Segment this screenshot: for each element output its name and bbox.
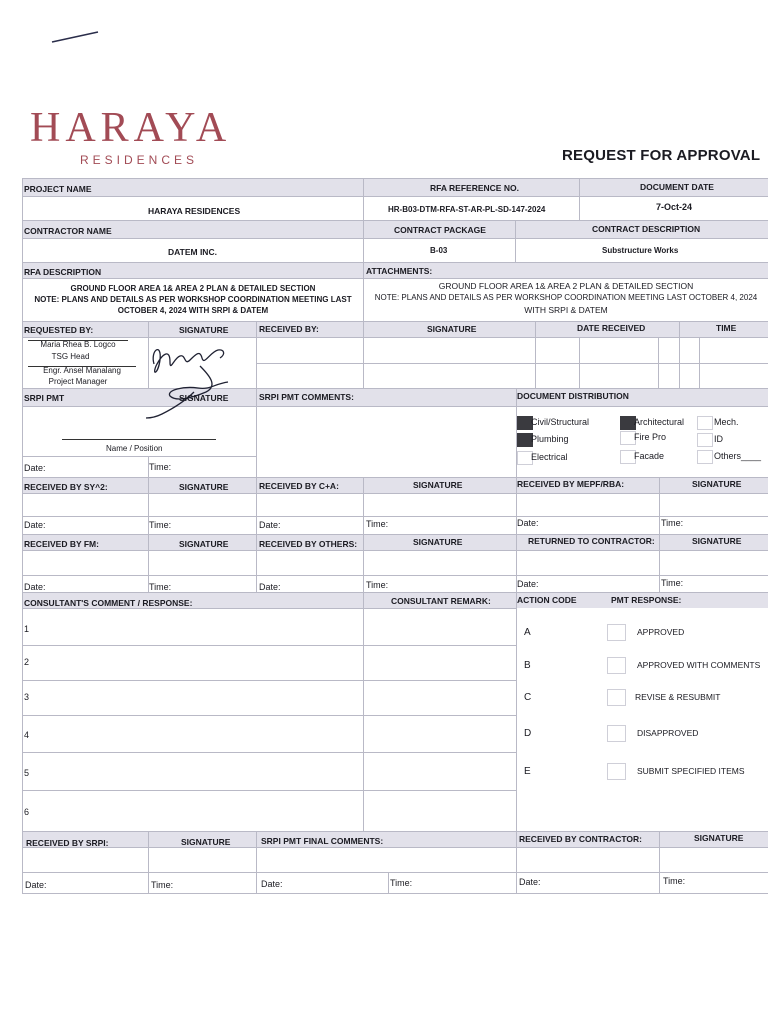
footer-contractor-signature-label: SIGNATURE [694, 833, 744, 843]
contract-package-label: CONTRACT PACKAGE [394, 225, 486, 235]
document-date-value: 7-Oct-24 [656, 202, 693, 212]
pmt-response-label: APPROVED WITH COMMENTS [637, 660, 761, 670]
distribution-label: Facade [634, 451, 665, 461]
comment-row-number: 5 [24, 768, 30, 778]
received-by-srpi-label: RECEIVED BY SRPI: [26, 838, 109, 848]
attachments-line2: NOTE: PLANS AND DETAILS AS PER WORKSHOP COORDINATION MEETING LAST OCTOBER 4, 2024 [374, 293, 758, 302]
attachments-line1: GROUND FLOOR AREA 1& AREA 2 PLAN & DETAILED SECTION [438, 281, 694, 291]
distribution-checkbox[interactable] [697, 450, 713, 464]
requester2-name: Engr. Ansel Manalang [43, 366, 121, 375]
action-code-letter: E [524, 766, 531, 777]
received-by-label: RECEIVED BY: [259, 324, 319, 334]
received-by-others-label: RECEIVED BY OTHERS: [259, 539, 358, 549]
distribution-checkbox[interactable] [697, 416, 713, 430]
footer-contractor-time: Time: [663, 876, 686, 886]
requester1-name: Maria Rhea B. Logco [40, 340, 116, 349]
srpi-date: Date: [24, 463, 46, 473]
rfa-description-line2: NOTE: PLANS AND DETAILS AS PER WORKSHOP COORDINATION MEETING LAST [34, 295, 352, 304]
rfa-description-line3: OCTOBER 4, 2024 WITH SRPI & DATEM [117, 306, 269, 315]
footer-contractor-date: Date: [519, 877, 541, 887]
distribution-label: Architectural [634, 417, 685, 427]
document-date-label: DOCUMENT DATE [640, 182, 714, 192]
rfa-description-label: RFA DESCRIPTION [24, 267, 102, 277]
pmt-response-label: DISAPPROVED [637, 728, 699, 738]
footer-srpi-date: Date: [25, 880, 47, 890]
srpi-time: Time: [149, 462, 172, 472]
received-signature-label: SIGNATURE [427, 324, 477, 334]
received-by-contractor-label: RECEIVED BY CONTRACTOR: [519, 834, 642, 844]
received-by-mepf-label: RECEIVED BY MEPF/RBA: [517, 479, 625, 489]
rfa-reference-value: HR-B03-DTM-RFA-ST-AR-PL-SD-147-2024 [388, 205, 546, 214]
pmt-response-checkbox[interactable] [607, 624, 626, 641]
distribution-label: ID [714, 434, 723, 444]
action-code-label: ACTION CODE [517, 595, 577, 605]
fm-signature-label: SIGNATURE [179, 539, 229, 549]
fm-time: Time: [149, 582, 172, 592]
pmt-response-label: PMT RESPONSE: [611, 595, 682, 605]
pmt-response-checkbox[interactable] [607, 689, 626, 706]
distribution-label: Plumbing [531, 434, 569, 444]
document-distribution-label: DOCUMENT DISTRIBUTION [517, 391, 629, 401]
comment-row-number: 4 [24, 730, 30, 740]
distribution-label: Fire Pro [634, 432, 667, 442]
sya2-time: Time: [149, 520, 172, 530]
ca-date: Date: [259, 520, 281, 530]
contract-package-value: B-03 [430, 246, 448, 255]
contractor-name-value: DATEM INC. [168, 247, 217, 257]
others-time: Time: [366, 580, 389, 590]
contract-description-label: CONTRACT DESCRIPTION [592, 224, 701, 234]
requested-by-label: REQUESTED BY: [24, 325, 94, 335]
others-date: Date: [259, 582, 281, 592]
mepf-date: Date: [517, 518, 539, 528]
pmt-response-checkbox[interactable] [607, 725, 626, 742]
footer-final-date: Date: [261, 879, 283, 889]
pmt-response-label: APPROVED [637, 627, 685, 637]
page-title: REQUEST FOR APPROVAL [562, 147, 761, 164]
sya2-signature-label: SIGNATURE [179, 482, 229, 492]
ca-signature-label: SIGNATURE [413, 480, 463, 490]
distribution-label: Civil/Structural [531, 417, 590, 427]
action-code-letter: D [524, 728, 532, 739]
mepf-signature-label: SIGNATURE [692, 479, 742, 489]
date-received-label: DATE RECEIVED [577, 323, 646, 333]
distribution-label: Others____ [714, 451, 762, 461]
comment-row-number: 1 [24, 624, 30, 634]
comment-row-number: 3 [24, 692, 30, 702]
requested-signature-label: SIGNATURE [179, 325, 229, 335]
attachments-label: ATTACHMENTS: [366, 266, 433, 276]
distribution-label: Mech. [714, 417, 739, 427]
consultant-remark-label: CONSULTANT REMARK: [391, 596, 491, 606]
footer-srpi-signature-label: SIGNATURE [181, 837, 231, 847]
contractor-name-label: CONTRACTOR NAME [24, 226, 112, 236]
rfa-reference-label: RFA REFERENCE NO. [430, 183, 519, 193]
others-signature-label: SIGNATURE [413, 537, 463, 547]
ca-time: Time: [366, 519, 389, 529]
name-position-caption: Name / Position [106, 444, 163, 453]
received-by-fm-label: RECEIVED BY FM: [24, 539, 99, 549]
time-label: TIME [716, 323, 737, 333]
mepf-time: Time: [661, 518, 684, 528]
pmt-response-checkbox[interactable] [607, 657, 626, 674]
fm-date: Date: [24, 582, 46, 592]
received-by-sya2-label: RECEIVED BY SY^2: [24, 482, 108, 492]
action-code-letter: A [524, 627, 531, 638]
comment-row-number: 2 [24, 657, 30, 667]
footer-srpi-time: Time: [151, 880, 174, 890]
footer-final-time: Time: [390, 878, 413, 888]
brand-logo-name: HARAYA [30, 105, 232, 151]
distribution-label: Electrical [531, 452, 568, 462]
pmt-response-label: REVISE & RESUBMIT [635, 692, 721, 702]
returned-date: Date: [517, 579, 539, 589]
requester1-title: TSG Head [51, 352, 90, 361]
srpi-pmt-comments-label: SRPI PMT COMMENTS: [259, 392, 354, 402]
srpi-final-comments-label: SRPI PMT FINAL COMMENTS: [261, 836, 384, 846]
project-name-label: PROJECT NAME [24, 184, 92, 194]
rfa-description-line1: GROUND FLOOR AREA 1& AREA 2 PLAN & DETAILED SECTION [70, 284, 316, 293]
handwritten-signature [140, 336, 236, 422]
received-by-ca-label: RECEIVED BY C+A: [259, 481, 339, 491]
requester2-title: Project Manager [48, 377, 108, 386]
returned-to-contractor-label: RETURNED TO CONTRACTOR: [528, 536, 655, 546]
pmt-response-label: SUBMIT SPECIFIED ITEMS [637, 766, 745, 776]
project-name-value: HARAYA RESIDENCES [148, 206, 241, 216]
action-code-letter: C [524, 692, 532, 703]
consultant-comment-label: CONSULTANT'S COMMENT / RESPONSE: [24, 598, 193, 608]
contract-description-value: Substructure Works [602, 246, 679, 255]
srpi-signature-label: SIGNATURE [179, 393, 229, 403]
comment-row-number: 6 [24, 807, 30, 817]
distribution-checkbox[interactable] [697, 433, 713, 447]
sya2-date: Date: [24, 520, 46, 530]
attachments-line3: WITH SRPI & DATEM [524, 305, 608, 315]
pen-stroke-mark [50, 28, 102, 46]
action-code-letter: B [524, 660, 531, 671]
brand-logo-sub: RESIDENCES [80, 153, 199, 167]
pmt-response-checkbox[interactable] [607, 763, 626, 780]
returned-time: Time: [661, 578, 684, 588]
returned-signature-label: SIGNATURE [692, 536, 742, 546]
srpi-pmt-label: SRPI PMT [24, 393, 65, 403]
